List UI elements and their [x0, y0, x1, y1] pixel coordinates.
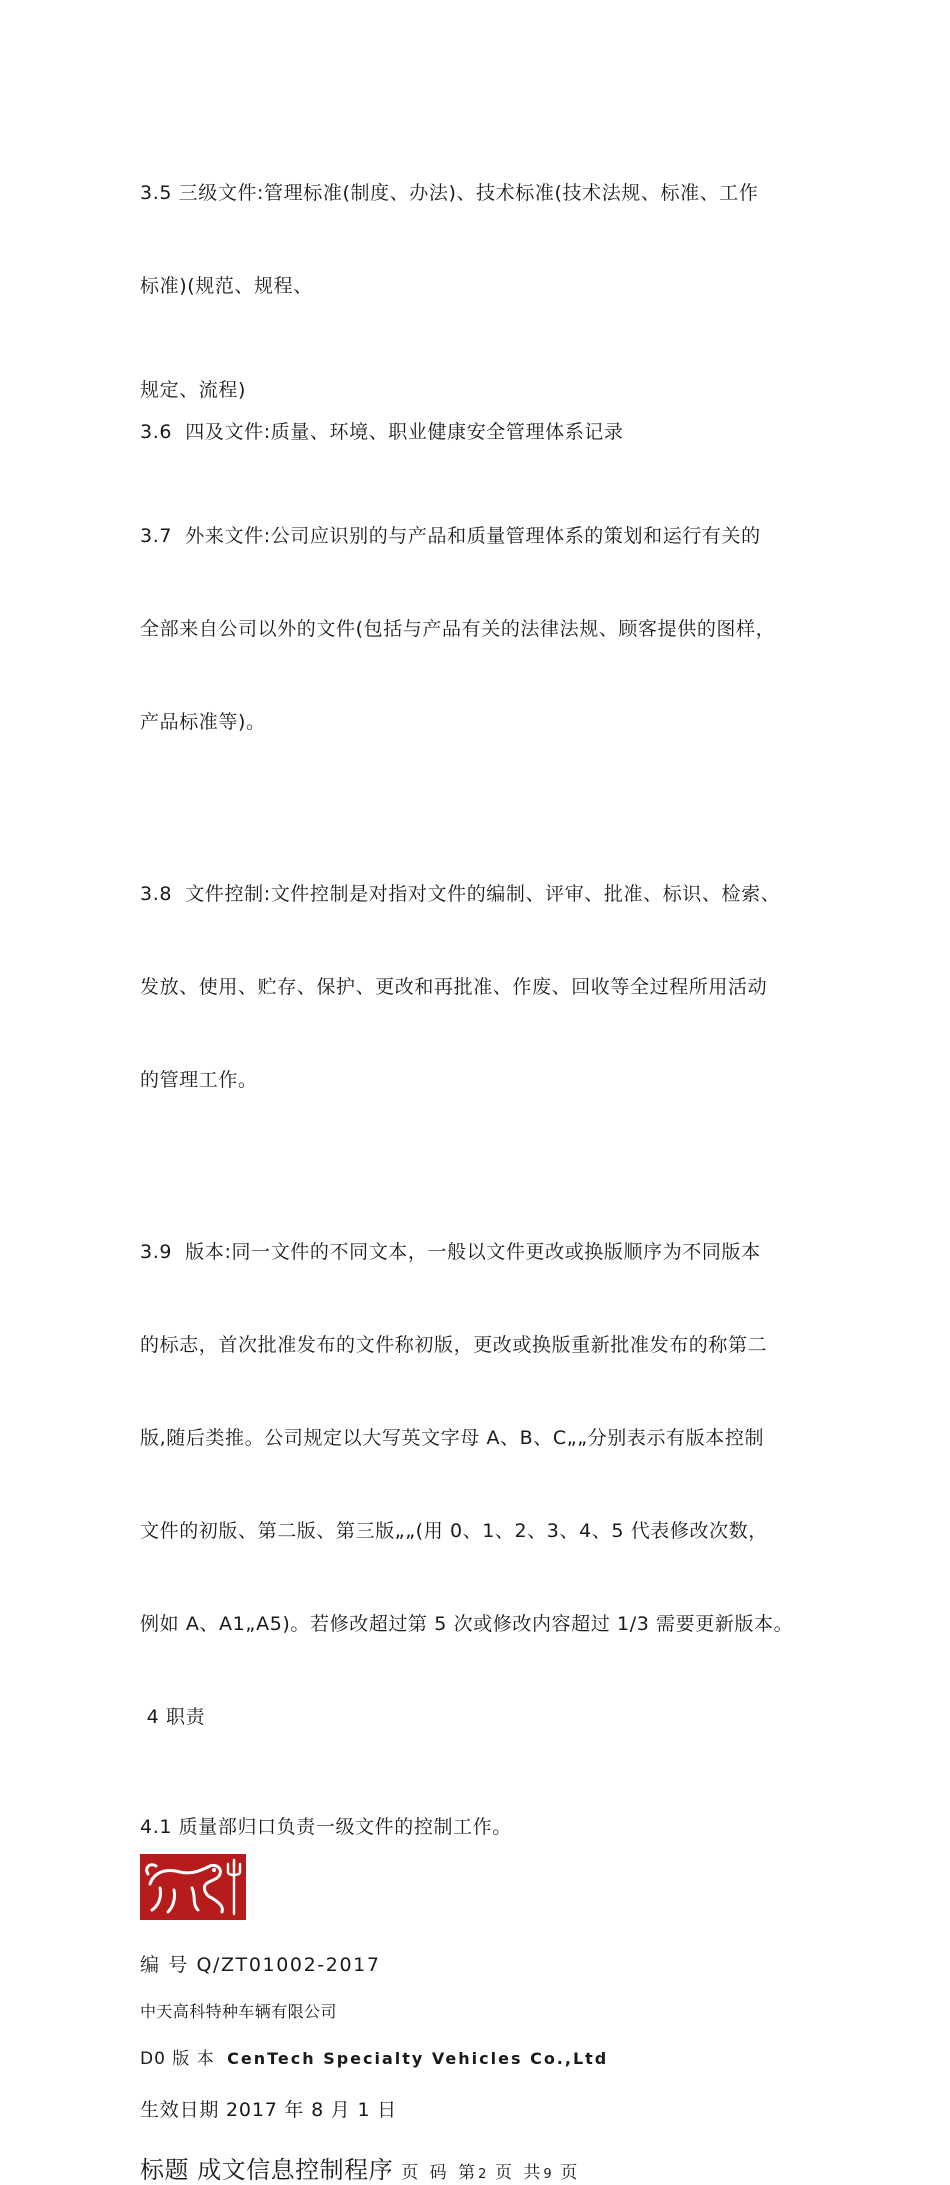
document-page	[140, 116, 812, 2185]
section-3-8	[140, 817, 812, 1158]
document-number: 编 号 Q/ZT01002-2017	[140, 1954, 381, 1976]
section-3-9-line-2: 的标志，首次批准发布的文件称初版，更改或换版重新批准发布的称第二	[140, 1334, 768, 1356]
version-line	[140, 2044, 812, 2069]
section-3-9-line-3: 版,随后类推。公司规定以大写英文字母 A、B、C„„分别表示有版本控制	[140, 1427, 765, 1449]
page-mid-label: 页 共	[495, 2163, 544, 2183]
section-3-8-line-3: 的管理工作。	[140, 1069, 258, 1091]
lion-logo-icon	[140, 1854, 246, 1920]
version-label: D0 版 本	[140, 2049, 215, 2069]
section-4-heading: 4 职责	[140, 1706, 206, 1728]
section-3-7-line-1: 3.7 外来文件:公司应识别的与产品和质量管理体系的策划和运行有关的	[140, 525, 761, 547]
company-name-cn: 中天高科特种车辆有限公司	[140, 2002, 337, 2021]
title-line	[140, 2150, 812, 2185]
document-title: 成文信息控制程序	[197, 2156, 394, 2184]
section-3-9	[140, 1175, 812, 1795]
section-4-1: 4.1 质量部归口负责一级文件的控制工作。	[140, 1816, 512, 1838]
section-3-5-line-2: 标准)(规范、规程、	[140, 275, 313, 297]
effective-date: 生效日期 2017 年 8 月 1 日	[140, 2099, 397, 2121]
section-3-5	[140, 116, 812, 364]
page-total: 9	[543, 2167, 553, 2182]
section-3-7-line-3: 产品标准等)。	[140, 711, 266, 733]
section-3-5-line-1: 3.5 三级文件:管理标准(制度、办法)、技术标准(技术法规、标准、工作	[140, 182, 759, 204]
section-3-6: 3.6 四及文件:质量、环境、职业健康安全管理体系记录	[140, 421, 624, 443]
page-end-label: 页	[560, 2163, 581, 2183]
section-3-7-line-2: 全部来自公司以外的文件(包括与产品有关的法律法规、顾客提供的图样，	[140, 618, 776, 640]
title-label: 标题	[140, 2156, 189, 2184]
page-label: 页 码 第	[401, 2163, 479, 2183]
section-3-7	[140, 459, 812, 800]
company-name-en: CenTech Specialty Vehicles Co.,Ltd	[227, 2049, 609, 2068]
section-3-9-line-1: 3.9 版本:同一文件的不同文本，一般以文件更改或换版顺序为不同版本	[140, 1241, 761, 1263]
section-3-9-line-5: 例如 A、A1„A5)。若修改超过第 5 次或修改内容超过 1/3 需要更新版本。	[140, 1613, 794, 1635]
page-current: 2	[478, 2167, 487, 2182]
section-3-9-line-4: 文件的初版、第二版、第三版„„(用 0、1、2、3、4、5 代表修改次数，	[140, 1520, 768, 1542]
section-3-5-continued: 规定、流程)	[140, 379, 247, 401]
section-3-8-line-2: 发放、使用、贮存、保护、更改和再批准、作废、回收等全过程所用活动	[140, 976, 768, 998]
section-3-8-line-1: 3.8 文件控制:文件控制是对指对文件的编制、评审、批准、标识、检索、	[140, 883, 781, 905]
